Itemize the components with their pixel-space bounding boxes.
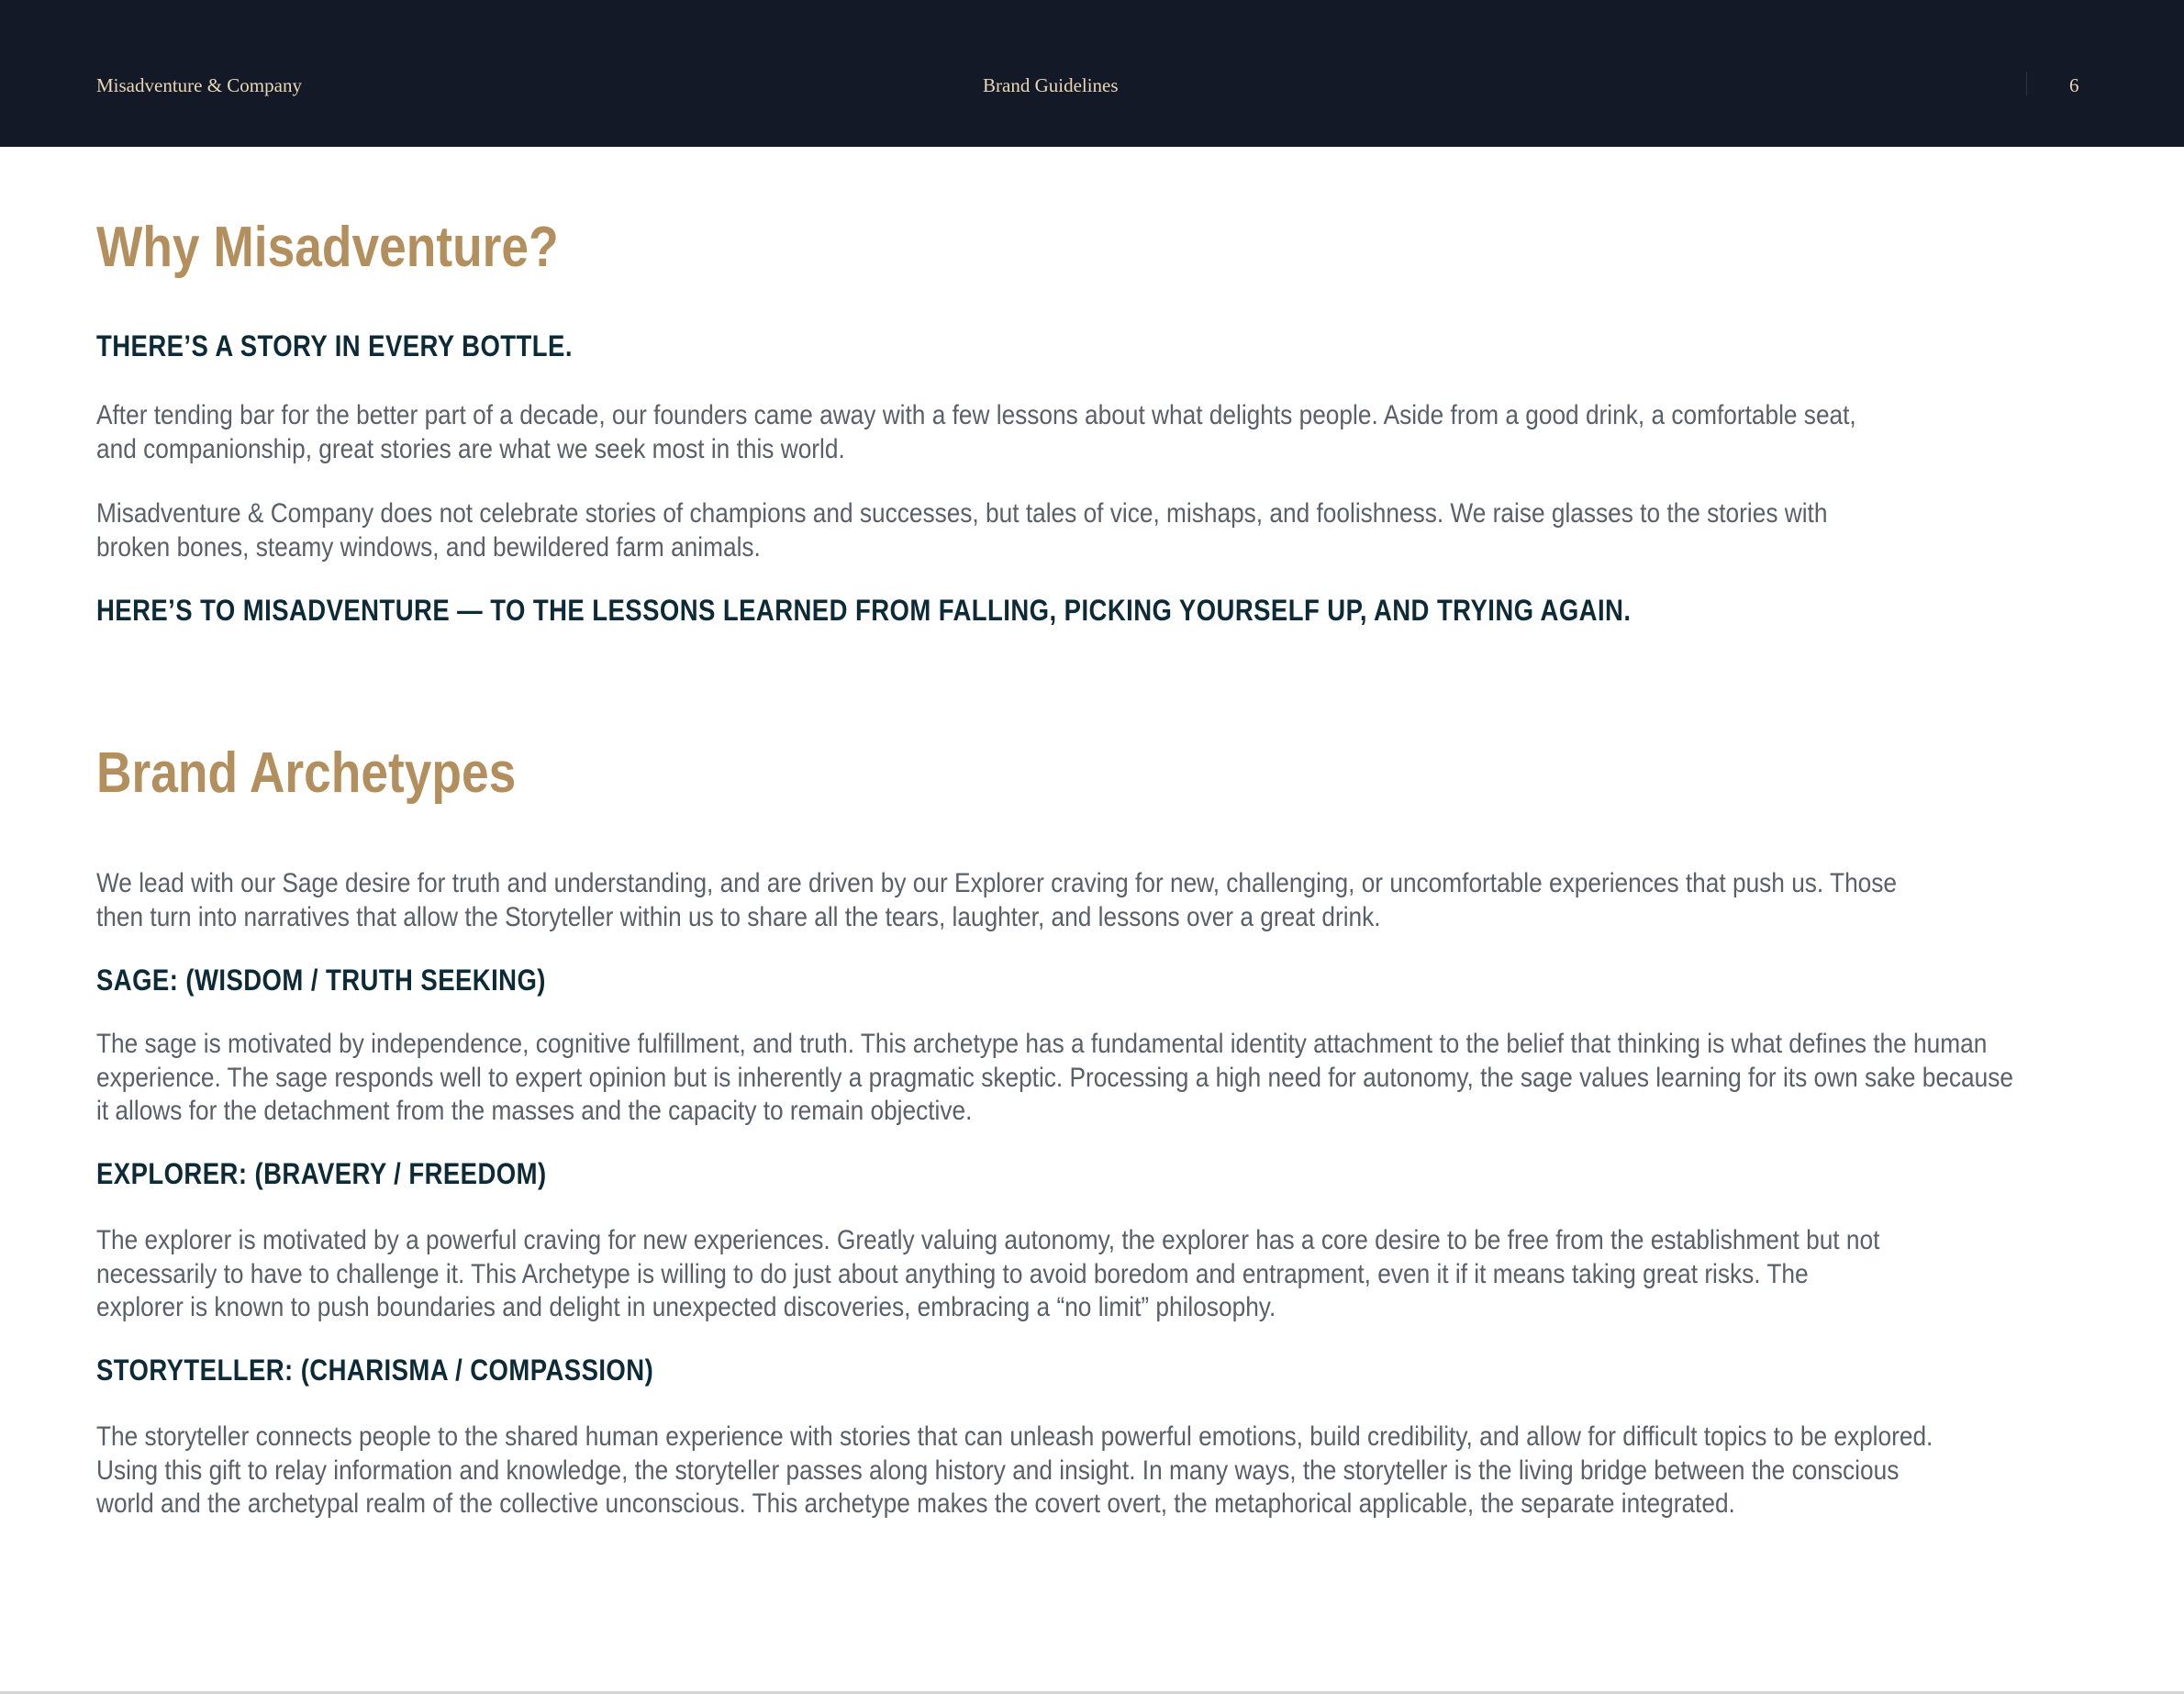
storyteller-heading: STORYTELLER: (CHARISMA / COMPASSION) <box>96 1354 654 1387</box>
why-misadventure-title: Why Misadventure? <box>96 216 559 279</box>
why-paragraph-2: Misadventure & Company does not celebrate stories of champions and successes, but tales of vice, mishaps, and foolishness. We raise glasses to the stories with broken bones, steamy windows, and bewildered farm animals. <box>96 498 1828 563</box>
story-tagline: THERE’S A STORY IN EVERY BOTTLE. <box>96 329 573 362</box>
explorer-heading: EXPLORER: (BRAVERY / FREEDOM) <box>96 1157 547 1190</box>
document-title: Brand Guidelines <box>983 74 1119 96</box>
header-divider <box>2026 72 2027 95</box>
archetypes-intro: We lead with our Sage desire for truth and understanding, and are driven by our Explorer craving for new, challenging, or uncomfortable experiences that push us. Those then turn into narratives that allow the Storyteller within us to share all the tears, laughter, and lessons over a great drink. <box>96 868 1898 932</box>
sage-heading: SAGE: (WISDOM / TRUTH SEEKING) <box>96 964 546 997</box>
storyteller-body: The storyteller connects people to the shared human experience with stories that can unleash powerful emotions, build credibility, and allow for difficult topics to be explored. Using this gift to relay information and knowledge, the storyteller passes along history and insight. In many ways, the storyteller is the living bridge between the conscious world and the archetypal realm of the collective unconscious. This archetype makes the covert overt, the metaphorical applicable, the separate integrated. <box>96 1421 1933 1519</box>
page-number: 6 <box>2069 74 2079 96</box>
why-paragraph-1: After tending bar for the better part of a decade, our founders came away with a few lessons about what delights people. Aside from a good drink, a comfortable seat, and companionship, great stories are what we seek most in this world. <box>96 400 1856 464</box>
brand-archetypes-title: Brand Archetypes <box>96 741 517 805</box>
company-name: Misadventure & Company <box>96 74 302 96</box>
page-header <box>0 0 2184 147</box>
sage-body: The sage is motivated by independence, cognitive fulfillment, and truth. This archetype has a fundamental identity attachment to the belief that thinking is what defines the human experience. The sage responds well to expert opinion but is inherently a pragmatic skeptic. Processing a high need for autonomy, the sage values learning for its own sake because it allows for the detachment from the masses and the capacity to remain objective. <box>96 1029 2013 1126</box>
explorer-body: The explorer is motivated by a powerful craving for new experiences. Greatly valuing autonomy, the explorer has a core desire to be free from the establishment but not necessarily to have to challenge it. This Archetype is willing to do just about anything to avoid boredom and entrapment, even it if it means taking great risks. The explorer is known to push boundaries and delight in unexpected discoveries, embracing a “no limit” philosophy. <box>96 1225 1880 1322</box>
toast-statement: HERE’S TO MISADVENTURE — TO THE LESSONS LEARNED FROM FALLING, PICKING YOURSELF UP, AND TRYING AGAIN. <box>96 594 1632 627</box>
